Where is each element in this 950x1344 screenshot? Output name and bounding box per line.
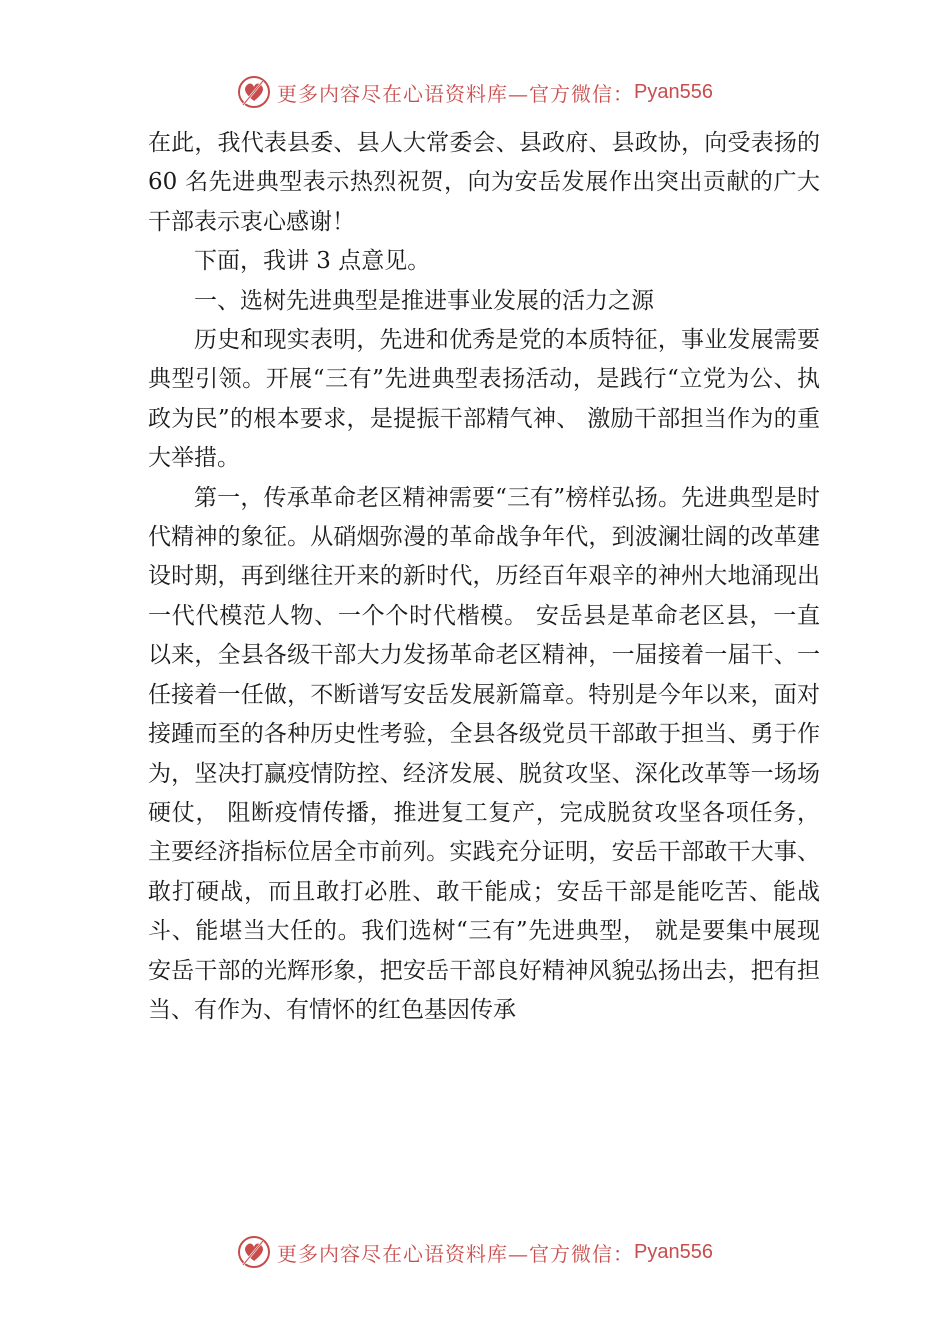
- banner-wechat-id: Pyan556: [634, 1240, 713, 1263]
- paragraph-first-point: 第一，传承革命老区精神需要“三有”榜样弘扬。先进典型是时代精神的象征。从硝烟弥漫的革命战争年代，到波澜壮阔的改革建设时期，再到继往开来的新时代，历经百年艰辛的神州大地涌现出一代代模范人物、一个个时代楷模。 安岳县是革命老区县，一直以来，全县各级干部大力发扬革命老区精神，一届接着一届干、一任接着一任做，不断谱写安岳发展新篇章。特别是今年以来，面对接踵而至的各种历史性考验，全县各级党员干部敢于担当、勇于作为，坚决打赢疫情防控、经济发展、脱贫攻坚、深化改革等一场场硬仗， 阻断疫情传播，推进复工复产，完成脱贫攻坚各项任务，主要经济指标位居全市前列。实践充分证明，安岳干部敢干大事、敢打硬战，而且敢打必胜、敢干能成；安岳干部是能吃苦、能战斗、能堪当大任的。我们选树“三有”先进典型， 就是要集中展现安岳干部的光辉形象，把安岳干部良好精神风貌弘扬出去，把有担当、有作为、有情怀的红色基因传承: [148, 484, 820, 1023]
- document-body: [148, 124, 820, 1030]
- banner-wechat-id: Pyan556: [634, 80, 713, 103]
- header-banner: [0, 70, 950, 114]
- banner-text: 更多内容尽在心语资料库—官方微信：: [277, 1241, 635, 1266]
- heart-pen-logo-icon: [237, 75, 271, 109]
- section-heading: 一、选树先进典型是推进事业发展的活力之源: [194, 287, 654, 314]
- banner-text: 更多内容尽在心语资料库—官方微信：: [277, 81, 635, 106]
- paragraph-intro: 下面，我讲 3 点意见。: [194, 248, 431, 275]
- paragraph-thanks: 在此，我代表县委、县人大常委会、县政府、县政协，向受表扬的 60 名先进典型表示热烈祝贺，向为安岳发展作出突出贡献的广大干部表示衷心感谢！: [148, 130, 820, 235]
- heart-pen-logo-icon: [237, 1235, 271, 1269]
- footer-banner: [0, 1230, 950, 1274]
- paragraph-history: 历史和现实表明，先进和优秀是党的本质特征，事业发展需要典型引领。开展“三有”先进典型表扬活动，是践行“立党为公、执政为民”的根本要求，是提振干部精气神、 激励干部担当作为的重大举措。: [148, 327, 820, 472]
